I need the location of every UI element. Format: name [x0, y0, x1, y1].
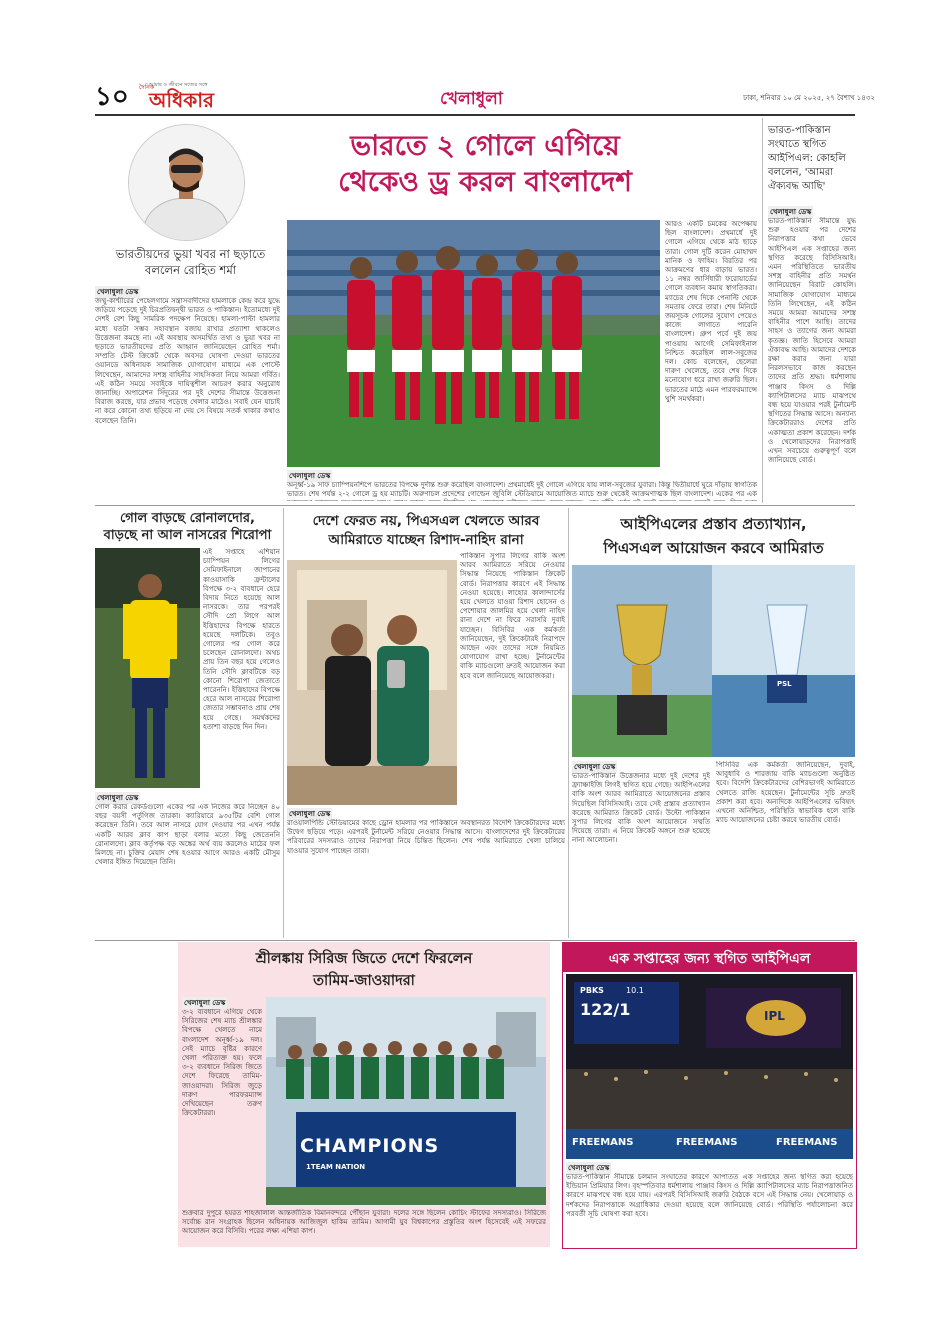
rohit-illustration [129, 125, 244, 240]
stadium-photo [566, 974, 853, 1159]
logo-side-text: দৈনিক [139, 84, 155, 91]
ipl-psl-headline-line1: আইপিএলের প্রস্তাব প্রত্যাখ্যান, [620, 515, 807, 533]
ronaldo-text-right: এই সপ্তাহে এশিয়ান চ্যাম্পিয়ন লিগের সেমিফাইনালে জাপানের কাওয়াসাকি ফ্রন্টালের বিপক্ষে ৩-২ ব্যবধানে হেরে বিদায় নিতে হয়েছে আল নাসরকে। তার পরপরই সৌদি প্রো লিগে আল ইত্তিহাদের বিপক্ষে হারতে হয়েছে দলটিকে। তবুও গোলের পর গোল করে চলেছেন রোনালদো। অথচ প্রায় তিন বছর হয়ে গেলেও তিনি সৌদি ক্লাবটিকে বড় কোনো শিরোপা জেতাতে পারেননি। ইত্তিহাদের বিপক্ষে হেরে আল নাসরের শিরোপা জেতার সম্ভাবনাও প্রায় শেষ হয়ে গেছে। সমর্থকদের হতাশা বাড়ছে দিন দিন। [203, 548, 280, 731]
ronaldo-headline [95, 510, 280, 544]
section-title: খেলাধুলা [440, 89, 503, 109]
col-divider-2 [568, 508, 569, 938]
u19-celebration-photo [287, 220, 660, 467]
rishad-headline [287, 512, 565, 550]
champions-banner-sub: 1TEAM NATION [306, 1163, 366, 1171]
ipl-psl-col2: পিসিবির এক কর্মকর্তা জানিয়েছেন, দুবাই, আবুধাবি ও শারজায় বাকি ম্যাচগুলো অনুষ্ঠিত হবে। বিদেশি ক্রিকেটারদের বেশিরভাগই আমিরাতে খেলতে রাজি হয়েছেন। টুর্নামেন্টের সূচি দ্রুতই প্রকাশ করা হবে। অন্যদিকে আইপিএলের ভবিষ্যৎ এখনো অনিশ্চিত, পরিস্থিতি স্বাভাবিক হলে বাকি ম্যাচ আয়োজনের চেষ্টা করবে ভারতীয় বোর্ড। [716, 761, 855, 825]
sidebar-headline: ভারত-পাকিস্তান সংঘাতে স্থগিত আইপিএল: কোহলি বললেন, 'আমরা ঐক্যবদ্ধ আছি' [768, 125, 846, 192]
rohit-body: জম্মু-কাশ্মীরের পেহেলগামে সন্ত্রাসবাদীদের হামলাকে কেন্দ্র করে যুদ্ধে জড়িয়ে পড়েছে দুই চিরপ্রতিদ্বন্দ্বী ভারত ও পাকিস্তান। ইতোমধ্যে দুই দেশই বেশ কিছু সামরিক পদক্ষেপ নিয়েছে। হামলা-পাল্টা হামলার মধ্যে যতটা সম্ভব সহাবস্থান বজায় রাখার প্রত্যাশা থাকলেও উত্তেজনা কমছে না। এই অবস্থায় অসমর্থিত তথ্য ও ভুয়া খবর না ছড়াতে ভারতীয়দের প্রতি আহ্বান জানিয়েছেন রোহিত শর্মা। সম্প্রতি টেস্ট ক্রিকেট থেকে অবসর ঘোষণা দেওয়া ভারতের ওয়ানডে অধিনায়ক সামাজিক যোগাযোগ মাধ্যমে এক পোস্টে লিখেছেন, আমাদের সশস্ত্র বাহিনীর সাহসিকতা নিয়ে আমরা গর্বিত। এই কঠিন সময়ে সবাইকে দায়িত্বশীল আচরণ করার অনুরোধ জানাচ্ছি। অপারেশন সিঁদুরের পর দুই দেশের সীমান্তে উত্তেজনা বিরাজ করছে, যার প্রভাব পড়েছে খেলার মাঠেও। সবাই যেন যাচাই না করে কোনো তথ্য ছড়িয়ে না দেয় সে বিষয়ে সতর্ক থাকার কথাও বলেছেন তিনি। [95, 297, 280, 425]
ad-board-2: FREEMANS [676, 1137, 738, 1148]
rishad-headline-line1: দেশে ফেরত নয়, পিএসএল খেলতে আরব [312, 513, 540, 529]
psl-label: PSL [777, 680, 792, 688]
ipl-psl-headline [572, 512, 855, 560]
rishad-text-right: পাকিস্তান সুপার লিগের বাকি অংশ আরব আমিরাতে সরিয়ে নেওয়ার সিদ্ধান্ত নিয়েছে পাকিস্তান ক্রিকেট বোর্ড। নিরাপত্তার কারণে এই সিদ্ধান্ত নেওয়া হয়েছে। লাহোর কালান্দার্সের হয়ে খেলতে যাওয়া রিশাদ হোসেন ও পেশোয়ার জালমির হয়ে খেলা নাহিদ রানা দেশে না ফিরে সরাসরি দুবাই যাচ্ছেন। বিসিবির এক কর্মকর্তা জানিয়েছেন, দুই ক্রিকেটারই নিরাপদে আছেন এবং তাদের সঙ্গে নিয়মিত যোগাযোগ রাখা হচ্ছে। টুর্নামেন্টের বাকি ম্যাচগুলো দ্রুতই আয়োজন করা হবে বলে জানিয়েছে আয়োজকরা। [460, 552, 565, 680]
rohit-byline: খেলাধুলা ডেস্ক [97, 288, 139, 296]
dateline: ঢাকা, শনিবার ১০ মে ২০২৫, ২৭ বৈশাখ ১৪৩২ [743, 94, 875, 102]
page-number: ১০ [95, 82, 129, 112]
tamim-headline-line2: তামিম-জাওয়াদরা [313, 973, 415, 989]
rishad-text-bottom: রাওয়ালপিন্ডি স্টেডিয়ামের কাছে ড্রোন হামলার পর পাকিস্তানে অবস্থানরত বিদেশি ক্রিকেটারদের মধ্যে উদ্বেগ ছড়িয়ে পড়ে। এরপরই টুর্নামেন্ট সরিয়ে নেওয়ার সিদ্ধান্ত আসে। বাংলাদেশের দুই ক্রিকেটারের পরিবারের সদস্যরাও তাদের নিরাপত্তা নিয়ে চিন্তিত ছিলেন। শেষ পর্যন্ত আমিরাতে খেলা চালিয়ে যাওয়ার সুযোগ পাচ্ছেন তারা। [287, 819, 565, 855]
scoreboard-team: PBKS [580, 986, 604, 995]
lower-rule [95, 940, 855, 941]
ipl-suspend-headline: এক সপ্তাহের জন্য স্থগিত আইপিএল [608, 951, 811, 967]
rishad-nahid-photo [287, 560, 457, 805]
ipl-suspend-byline: খেলাধুলা ডেস্ক [568, 1164, 610, 1172]
champions-team-photo [266, 997, 546, 1205]
scoreboard-score: 122/1 [580, 1000, 631, 1019]
mid-rule [95, 505, 855, 506]
ipl-suspend-body: ভারত-পাকিস্তান সীমান্তে চলমান সংঘাতের কারণে আপাতত এক সপ্তাহের জন্য স্থগিত করা হয়েছে ইন্ডিয়ান প্রিমিয়ার লিগ। বৃহস্পতিবার ধর্মশালায় পাঞ্জাব কিংস ও দিল্লি ক্যাপিটালসের ম্যাচ নিরাপত্তাজনিত কারণে মাঝপথে বন্ধ হয়ে যায়। এরপরই বিসিসিআই জরুরি বৈঠকে বসে এই সিদ্ধান্ত নেয়। খেলোয়াড় ও দর্শকদের নিরাপত্তাকে অগ্রাধিকার দেওয়া হয়েছে বলে জানিয়েছে বোর্ড। পরিস্থিতি পর্যালোচনা করে পরবর্তী সূচি ঘোষণা করা হবে। [566, 1173, 853, 1218]
ronaldo-photo [95, 548, 200, 788]
ronaldo-byline: খেলাধুলা ডেস্ক [97, 794, 139, 802]
tamim-headline [178, 948, 550, 992]
main-headline: ভারতে ২ গোলে এগিয়ে থেকেও ড্র করল বাংলাদেশ [338, 129, 632, 198]
logo [139, 82, 239, 112]
ronaldo-headline-line1: গোল বাড়ছে রোনালদোর, [119, 511, 255, 526]
ad-board-3: FREEMANS [776, 1137, 838, 1148]
sidebar-body: ভারত-পাকিস্তান সীমান্তে যুদ্ধ শুরু হওয়ার পর দেশের নিরাপত্তার কথা ভেবে আইপিএল এক সপ্তাহের জন্য স্থগিত করেছে বিসিসিআই। এমন পরিস্থিতিতে ভারতীয় সশস্ত্র বাহিনীর প্রতি সমর্থন জানিয়েছেন বিরাট কোহলি। সামাজিক যোগাযোগ মাধ্যমে তিনি লিখেছেন, এই কঠিন সময়ে আমরা আমাদের সশস্ত্র বাহিনীর পাশে আছি। তাদের সাহস ও ত্যাগের জন্য আমরা কৃতজ্ঞ। জাতি হিসেবে আমরা ঐক্যবদ্ধ আছি। আমাদের দেশকে রক্ষা করার জন্য যারা নিরলসভাবে কাজ করছেন তাদের প্রতি শ্রদ্ধা। ধর্মশালায় পাঞ্জাব কিংস ও দিল্লি ক্যাপিটালসের ম্যাচ মাঝপথে বন্ধ হয়ে যাওয়ার পরই টুর্নামেন্ট স্থগিতের সিদ্ধান্ত আসে। অন্যান্য ক্রিকেটাররাও দেশের প্রতি একাত্মতা প্রকাশ করেছেন। দর্শক ও খেলোয়াড়দের নিরাপত্তাই এখন সবচেয়ে গুরুত্বপূর্ণ বলে জানিয়েছে বোর্ড। [768, 217, 856, 465]
tamim-bottom-text: শুক্রবার দুপুরে হযরত শাহজালাল আন্তর্জাতিক বিমানবন্দরে পৌঁছান যুবারা। দলের সঙ্গে ছিলেন কোচিং স্টাফের সদস্যরাও। সিরিজে সর্বোচ্চ রান সংগ্রাহক ছিলেন অধিনায়ক আজিজুল হাকিম তামিম। আগামী যুব বিশ্বকাপের প্রস্তুতির অংশ হিসেবেই এই সফরের আয়োজন করে বিসিবি। পরের লক্ষ্য এশিয়া কাপ। [182, 1209, 546, 1236]
sidebar-byline: খেলাধুলা ডেস্ক [770, 208, 812, 216]
rishad-byline: খেলাধুলা ডেস্ক [289, 810, 331, 818]
champions-banner-text: CHAMPIONS [300, 1135, 440, 1157]
rohit-portrait [128, 124, 245, 241]
ipl-psl-byline: খেলাধুলা ডেস্ক [574, 763, 616, 771]
main-story-body: অনূর্ধ্ব-১৯ সাফ চ্যাম্পিয়নশিপে ভারতের বিপক্ষে দুর্দান্ত শুরু করেছিল বাংলাদেশ। প্রথমার্ধেই দুই গোলে এগিয়ে যায় লাল-সবুজের যুবারা। কিন্তু দ্বিতীয়ার্ধে ঘুরে দাঁড়ায় স্বাগতিক ভারত। শেষ পর্যন্ত ২-২ গোলে ড্র হয় ম্যাচটি। অরুণাচল প্রদেশের গোল্ডেন জুবিলি স্টেডিয়ামে আয়োজিত ম্যাচে শুরু থেকেই আক্রমণাত্মক ছিল বাংলাদেশ। একের পর এক [287, 481, 757, 499]
masthead [95, 82, 875, 112]
sidebar-divider [762, 118, 763, 503]
rishad-headline-line2: আমিরাতে যাচ্ছেন রিশাদ-নাহিদ রানা [328, 532, 524, 548]
logo-tagline: আমার ও জীবনে সত্যের সঙ্গে [149, 82, 208, 88]
scoreboard-overs: 10.1 [626, 986, 644, 995]
trophies-photo [572, 565, 855, 757]
rohit-headline: ভারতীয়দের ভুয়া খবর না ছড়াতে বললেন রোহিত শর্মা [115, 247, 266, 277]
tamim-left-column: ৩-২ ব্যবধানে এগিয়ে থেকে সিরিজের শেষ ম্যাচ শ্রীলঙ্কার বিপক্ষে খেলতে নামে বাংলাদেশ অনূর্ধ্ব-১৯ দল। সেই ম্যাচে বৃষ্টির কারণে খেলা পরিত্যক্ত হয়। ফলে ৩-২ ব্যবধানে সিরিজ জিতে দেশে ফিরেছে তামিম-জাওয়াদরা। সিরিজ জুড়ে দারুণ পারফরম্যান্স দেখিয়েছেন তরুণ ক্রিকেটাররা। [182, 1008, 262, 1118]
tamim-headline-line1: শ্রীলঙ্কায় সিরিজ জিতে দেশে ফিরলেন [255, 951, 473, 967]
ronaldo-text-bottom: গোল করার রেকর্ডগুলো একের পর এক নিজের করে নিচ্ছেন ৪০ বছর বয়সী পর্তুগিজ তারকা। ক্যারিয়ারে ৯৩৫টির বেশি গোল করেছেন তিনি। তবে আল নাসরে যোগ দেওয়ার পর এখন পর্যন্ত একটি আরব ক্লাব কাপ ছাড়া বলার মতো কিছু জেতেননি রোনালদো। ক্লাব কর্তৃপক্ষ বড় অঙ্কের অর্থ ব্যয় করলেও মাঠের ফল মিলছে না। চুক্তির মেয়াদ শেষ হওয়ার আগে আরও একটি মৌসুম খেলার ইঙ্গিত দিয়েছেন তিনি। [95, 803, 280, 867]
main-story-right-column: আরও একটি চমকের অপেক্ষায় ছিল বাংলাদেশ। প্রথমার্ধে দুই গোলে এগিয়ে থেকে মাঠ ছাড়ে তারা। গোল দুটি করেন মোহাম্মদ মানিক ও ফাহিম। বিরতির পর আক্রমণের ধার বাড়ায় ভারত। ১১ নম্বর জার্সিধারী ফরোয়ার্ডের গোলে ব্যবধান কমায় স্বাগতিকরা। ম্যাচের শেষ দিকে পেনাল্টি থেকে সমতায় ফেরে তারা। শেষ মিনিটে জয়সূচক গোলের সুযোগ পেয়েও কাজে লাগাতে পারেনি বাংলাদেশ। গ্রুপ পর্বে দুই জয় পাওয়ায় আগেই সেমিফাইনাল নিশ্চিত করেছিল লাল-সবুজের দল। কোচ বলেছেন, ছেলেরা দারুণ খেলেছে, তবে শেষ দিকে মনোযোগ ধরে রাখা জরুরি ছিল। ভারতের মাঠে এমন পারফরম্যান্সে খুশি সমর্থকরা। [665, 220, 757, 403]
col-divider-1 [283, 508, 284, 938]
main-story-byline: খেলাধুলা ডেস্ক [289, 472, 331, 480]
ad-board-1: FREEMANS [572, 1137, 634, 1148]
ipl-logo: IPL [764, 1009, 785, 1023]
ronaldo-headline-line2: বাড়ছে না আল নাসরের শিরোপা [103, 528, 272, 543]
logo-name: অধিকার [149, 88, 215, 112]
header-rule [95, 114, 855, 116]
ipl-psl-col1: ভারত-পাকিস্তান উত্তেজনার মধ্যে দুই দেশের দুই ফ্র্যাঞ্চাইজি লিগই স্থগিত হয়ে গেছে। আইপিএলের বাকি অংশ আরব আমিরাতে আয়োজনের প্রস্তাব দিয়েছিল বিসিসিআই। তবে সেই প্রস্তাব প্রত্যাখ্যান করেছে আমিরাত ক্রিকেট বোর্ড। উল্টো পাকিস্তান সুপার লিগের বাকি অংশ আয়োজনে সম্মতি দিয়েছে তারা। এ নিয়ে ক্রিকেট অঙ্গনে শুরু হয়েছে নানা আলোচনা। [572, 772, 710, 845]
ipl-psl-headline-line2: পিএসএল আয়োজন করবে আমিরাত [603, 539, 824, 557]
tamim-byline: খেলাধুলা ডেস্ক [184, 999, 226, 1007]
